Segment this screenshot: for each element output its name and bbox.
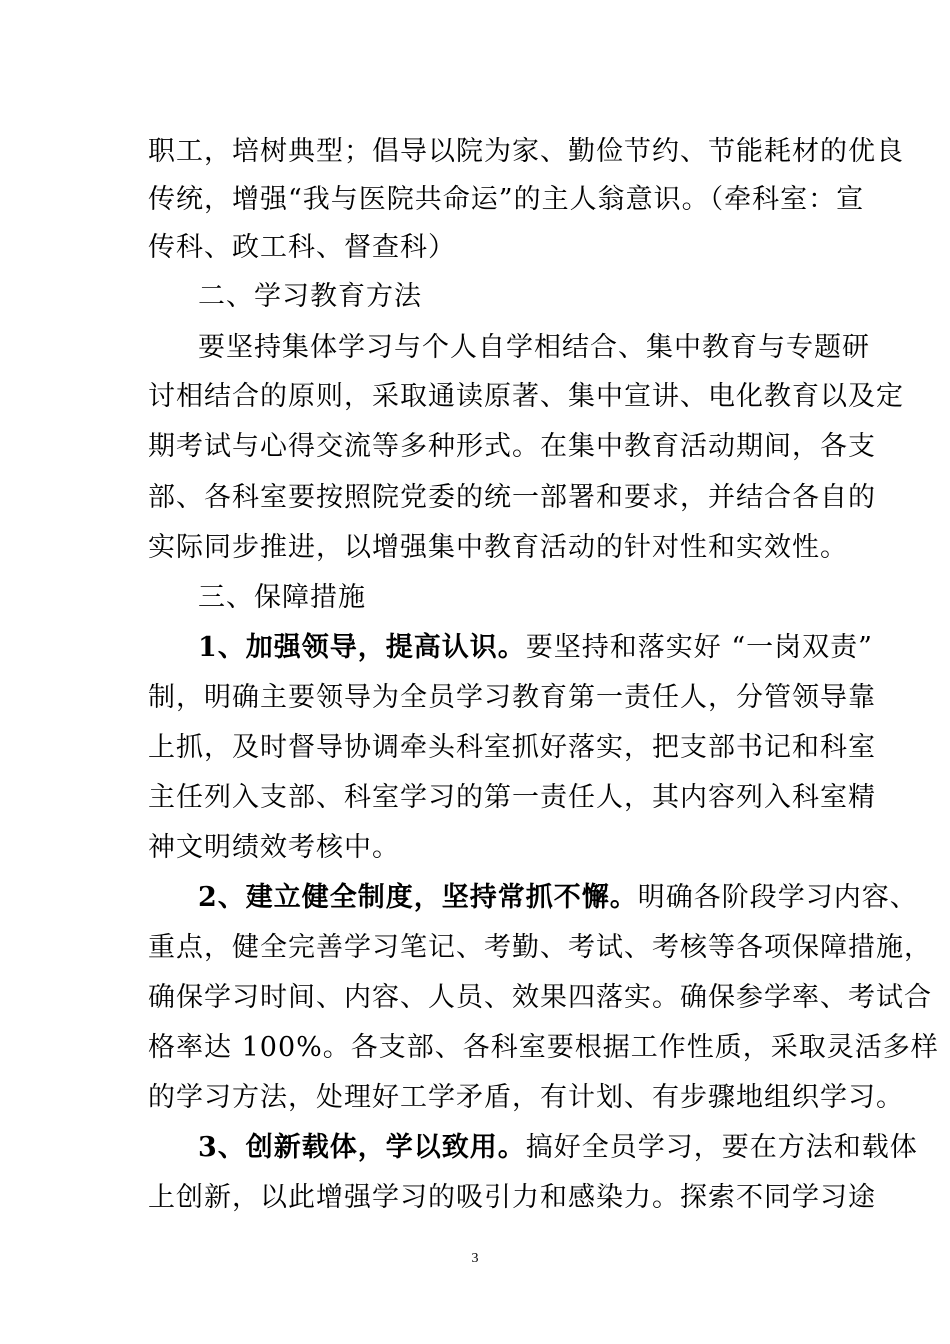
section-heading: 二、学习教育方法 bbox=[198, 281, 422, 312]
body-text-line: 实际同步推进，以增强集中教育活动的针对性和实效性。 bbox=[148, 532, 848, 563]
body-text-line: 的学习方法，处理好工学矛盾，有计划、有步骤地组织学习。 bbox=[148, 1082, 904, 1113]
list-item-title: 3、创新载体，学以致用。 bbox=[198, 1132, 526, 1163]
list-item-text: 搞好全员学习，要在方法和载体 bbox=[525, 1132, 918, 1163]
body-text-line: 制，明确主要领导为全员学习教育第一责任人，分管领导靠 bbox=[148, 682, 876, 713]
list-item-text: 要坚持和落实好 “一岗双责” bbox=[525, 632, 873, 663]
body-text-line: 部、各科室要按照院党委的统一部署和要求，并结合各自的 bbox=[148, 482, 876, 513]
body-text-line: 重点，健全完善学习笔记、考勤、考试、考核等各项保障措施， bbox=[148, 932, 932, 963]
page-number: 3 bbox=[471, 1251, 479, 1266]
body-text-line: 讨相结合的原则，采取通读原著、集中宣讲、电化教育以及定 bbox=[148, 381, 904, 412]
body-text-line: 确保学习时间、内容、人员、效果四落实。确保参学率、考试合 bbox=[148, 982, 932, 1013]
list-item-text: 明确各阶段学习内容、 bbox=[637, 882, 918, 913]
section-heading: 三、保障措施 bbox=[198, 582, 366, 613]
body-text-line: 上抓，及时督导协调牵头科室抓好落实，把支部书记和科室 bbox=[148, 732, 876, 763]
list-item-first-line bbox=[198, 1131, 918, 1165]
list-item-title: 2、建立健全制度，坚持常抓不懈。 bbox=[198, 882, 638, 913]
body-text-line: 主任列入支部、科室学习的第一责任人，其内容列入科室精 bbox=[148, 782, 876, 813]
body-text-line: 要坚持集体学习与个人自学相结合、集中教育与专题研 bbox=[198, 332, 870, 363]
body-text-line: 格率达 100%。各支部、各科室要根据工作性质，采取灵活多样 bbox=[148, 1032, 939, 1063]
body-text-line: 传统，增强“我与医院共命运”的主人翁意识。（牵科室：宣 bbox=[148, 184, 865, 215]
body-text-line: 传科、政工科、督查科） bbox=[148, 232, 456, 263]
body-text-line: 上创新，以此增强学习的吸引力和感染力。探索不同学习途 bbox=[148, 1182, 876, 1213]
body-text-line: 神文明绩效考核中。 bbox=[148, 832, 400, 863]
list-item-title: 1、加强领导，提高认识。 bbox=[198, 632, 526, 663]
list-item-first-line bbox=[198, 631, 873, 665]
body-text-line: 职工，培树典型；倡导以院为家、勤俭节约、节能耗材的优良 bbox=[148, 136, 904, 167]
body-text-line: 期考试与心得交流等多种形式。在集中教育活动期间，各支 bbox=[148, 431, 876, 462]
list-item-first-line bbox=[198, 881, 918, 915]
